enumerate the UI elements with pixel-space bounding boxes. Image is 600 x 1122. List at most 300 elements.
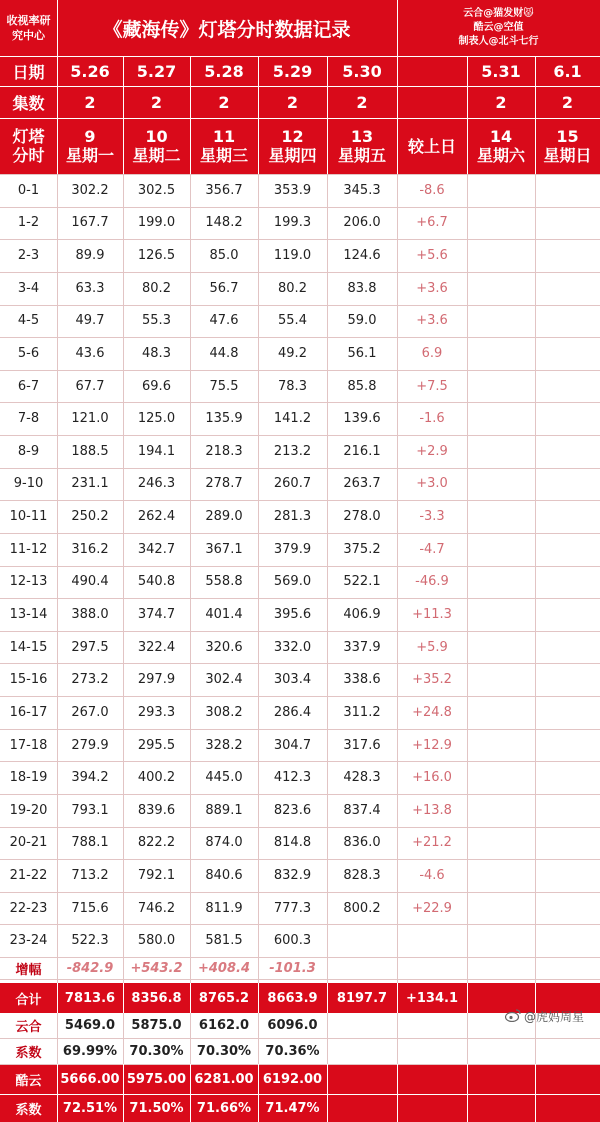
time-slot: 2-3 [17, 248, 40, 264]
header-col-separator [57, 56, 58, 174]
date-header: 5.30 [342, 61, 382, 81]
hourly-value: 55.3 [142, 313, 171, 329]
total-label: 合计 [15, 992, 42, 1008]
time-slot: 10-11 [9, 509, 48, 525]
hourly-value: 375.2 [343, 541, 381, 557]
hourly-value: 206.0 [343, 215, 381, 231]
org-line-2: 究中心 [12, 29, 45, 42]
day-over-day-diff: -4.7 [419, 541, 445, 557]
time-slot: 7-8 [17, 411, 40, 427]
yunhe_coef-value: 70.36% [265, 1043, 320, 1059]
time-slot: 8-9 [17, 443, 40, 459]
day-number: 14 [489, 127, 513, 146]
hourly-value: 69.6 [142, 378, 171, 394]
hourly-value: 839.6 [137, 802, 176, 818]
hourly-value: 85.0 [209, 248, 239, 264]
weekday: 星期二 [132, 146, 181, 165]
col-separator [190, 983, 191, 1013]
col-gridline [57, 174, 58, 983]
hourly-value: 569.0 [273, 574, 312, 590]
hourly-value: 412.3 [273, 770, 312, 786]
hourly-value: 889.1 [205, 802, 243, 818]
hourly-value: 260.7 [273, 476, 312, 492]
yunhe_coef-label: 系数 [15, 1045, 42, 1061]
day-number: 较上日 [407, 136, 456, 156]
row-gridline [0, 892, 600, 893]
weekday: 星期五 [337, 146, 386, 165]
row-gridline [0, 598, 600, 599]
hourly-value: 279.9 [71, 737, 109, 753]
yunhe-value: 6162.0 [198, 1018, 250, 1034]
yunhe_coef-value: 70.30% [129, 1043, 184, 1059]
hourly-value: 267.0 [71, 704, 109, 720]
hourly-value: 63.3 [75, 280, 105, 296]
row-gridline [0, 500, 600, 501]
day-number: 15 [556, 127, 579, 146]
day-over-day-diff: +7.5 [416, 378, 448, 394]
col-gridline [327, 1013, 328, 1064]
row-gridline [0, 370, 600, 371]
col-separator [258, 1064, 259, 1122]
hourly-value: 286.4 [273, 704, 312, 720]
kuyun_coef-value: 72.51% [57, 1094, 123, 1122]
episode-count: 2 [495, 92, 507, 112]
row-gridline [0, 1038, 600, 1039]
hourly-value: 540.8 [137, 574, 176, 590]
row-gridline [0, 533, 600, 534]
hourly-value: 332.0 [273, 639, 312, 655]
day-over-day-diff: -4.6 [419, 868, 445, 884]
time-slot: 3-4 [17, 280, 40, 296]
hourly-value: 231.1 [71, 476, 109, 492]
row-gridline [0, 979, 600, 980]
hourly-value: 600.3 [273, 933, 312, 949]
day-over-day-diff: +11.3 [412, 607, 452, 622]
slot-label-line-2: 分时 [12, 146, 45, 165]
row-gridline [0, 761, 600, 762]
col-separator [397, 1064, 398, 1122]
day-header [327, 118, 397, 174]
day-over-day-diff: +3.0 [416, 476, 448, 492]
hourly-value: 262.4 [137, 509, 176, 525]
header-col-separator [327, 56, 328, 174]
episode-count [397, 86, 467, 118]
day-header [258, 118, 327, 174]
kuyun_coef-label: 系数 [0, 1094, 57, 1122]
col-gridline [190, 174, 191, 983]
hourly-value: 148.2 [205, 215, 243, 231]
kuyun-value: 6192.00 [258, 1064, 327, 1094]
day-over-day-diff: +6.7 [416, 215, 448, 231]
hourly-value: 793.1 [71, 802, 109, 818]
episode-label: 集数 [12, 93, 45, 113]
hourly-value: 822.2 [137, 835, 176, 851]
hourly-value: 345.3 [343, 182, 381, 198]
episode-count: 2 [561, 92, 574, 112]
date-header: 5.29 [272, 61, 313, 81]
hourly-value: 75.5 [209, 378, 239, 394]
col-gridline [190, 1013, 191, 1064]
hourly-value: 167.7 [71, 215, 109, 231]
hourly-value: 874.0 [205, 835, 243, 851]
hourly-value: 840.6 [205, 868, 243, 884]
col-gridline [397, 1013, 398, 1064]
hourly-value: 400.2 [137, 770, 176, 786]
header-col-separator [397, 56, 398, 174]
hourly-value: 250.2 [71, 509, 109, 525]
hourly-value: 126.5 [137, 248, 176, 264]
hourly-value: 788.1 [71, 835, 109, 851]
hourly-value: 792.1 [137, 868, 176, 884]
hourly-value: 337.9 [343, 639, 381, 655]
hourly-value: 289.0 [205, 509, 243, 525]
header-col-separator [258, 56, 259, 174]
hourly-value: 59.0 [347, 313, 377, 329]
col-separator [190, 1064, 191, 1122]
hourly-value: 406.9 [343, 607, 381, 622]
time-slot: 21-22 [9, 868, 48, 884]
org-label [0, 0, 57, 56]
col-gridline [258, 1013, 259, 1064]
hourly-value: 213.2 [273, 443, 312, 459]
day-number: 13 [350, 127, 374, 146]
day-over-day-diff: +24.8 [412, 704, 452, 720]
weekday: 星期日 [543, 146, 592, 165]
episode-count: 2 [356, 92, 368, 112]
col-gridline [123, 174, 124, 983]
credits [397, 0, 600, 56]
day-over-day-diff: +21.2 [412, 835, 452, 851]
row-gridline [0, 337, 600, 338]
row-separator [0, 1094, 600, 1095]
increase-value: -101.3 [269, 960, 316, 976]
hourly-value: 199.3 [273, 215, 312, 231]
hourly-value: 401.4 [205, 607, 243, 622]
hourly-value: 379.9 [273, 541, 312, 557]
col-separator [123, 983, 124, 1013]
hourly-value: 56.7 [209, 280, 239, 296]
day-over-day-diff: +35.2 [412, 672, 452, 688]
row-gridline [0, 402, 600, 403]
col-gridline [467, 174, 468, 983]
hourly-value: 800.2 [343, 900, 381, 916]
header-separator [0, 56, 600, 57]
hourly-value: 293.3 [137, 704, 176, 720]
hourly-value: 125.0 [137, 411, 176, 427]
weekday: 星期六 [476, 146, 525, 165]
col-separator [327, 1064, 328, 1122]
yunhe-label: 云合 [15, 1020, 42, 1036]
row-gridline [0, 207, 600, 208]
hourly-value: 338.6 [343, 672, 381, 688]
hourly-value: 67.7 [75, 378, 105, 394]
weekday: 星期一 [65, 146, 114, 165]
time-slot: 0-1 [17, 182, 40, 198]
episode-count: 2 [286, 92, 299, 112]
hourly-value: 374.7 [137, 607, 176, 622]
time-slot: 19-20 [9, 802, 48, 818]
col-separator [57, 1064, 58, 1122]
row-gridline [0, 957, 600, 958]
day-number: 12 [281, 127, 304, 146]
hourly-value: 353.9 [273, 182, 312, 198]
kuyun-value: 5666.00 [57, 1064, 123, 1094]
hourly-value: 139.6 [343, 411, 381, 427]
col-gridline [327, 174, 328, 983]
hourly-value: 558.8 [205, 574, 243, 590]
day-over-day-diff: +5.9 [416, 639, 448, 655]
time-slot: 9-10 [13, 476, 44, 492]
hourly-value: 356.7 [205, 182, 243, 198]
hourly-value: 141.2 [273, 411, 312, 427]
day-over-day-diff: +22.9 [412, 900, 452, 916]
weibo-watermark [505, 1008, 584, 1025]
hourly-value: 715.6 [71, 900, 109, 916]
hourly-value: 47.6 [209, 313, 239, 329]
day-over-day-diff: -8.6 [419, 182, 445, 198]
episode-count: 2 [218, 92, 230, 112]
hourly-value: 814.8 [273, 835, 312, 851]
hourly-value: 56.1 [347, 345, 377, 361]
hourly-value: 581.5 [205, 933, 243, 949]
kuyun_coef-value: 71.66% [190, 1094, 258, 1122]
day-over-day-diff: +16.0 [412, 770, 452, 786]
total-value: 8197.7 [336, 990, 388, 1006]
col-gridline [57, 1013, 58, 1064]
hourly-value [327, 924, 397, 957]
episode-count: 2 [84, 92, 96, 112]
hourly-value: 746.2 [137, 900, 176, 916]
hourly-value: 713.2 [71, 868, 109, 884]
hourly-value: 246.3 [137, 476, 176, 492]
slot-label-line-1: 灯塔 [12, 127, 45, 146]
hourly-value: 80.2 [278, 280, 307, 296]
hourly-value: 832.9 [273, 868, 312, 884]
day-header [467, 118, 535, 174]
hourly-value: 836.0 [343, 835, 381, 851]
hourly-value: 194.1 [137, 443, 176, 459]
slot-label [0, 118, 57, 174]
total-value: 8765.2 [198, 990, 250, 1006]
row-gridline [0, 924, 600, 925]
header-separator [0, 118, 600, 119]
day-number: 9 [84, 127, 96, 146]
header-col-separator [467, 56, 468, 174]
hourly-value: 367.1 [205, 541, 243, 557]
time-slot: 17-18 [9, 737, 48, 753]
time-slot: 23-24 [9, 933, 48, 949]
hourly-value: 216.1 [343, 443, 381, 459]
hourly-value: 49.7 [75, 313, 105, 329]
time-slot: 13-14 [9, 607, 48, 622]
hourly-value: 302.5 [137, 182, 176, 198]
title-separator [57, 0, 58, 56]
hourly-value: 124.6 [343, 248, 381, 264]
weekday: 星期四 [268, 146, 317, 165]
hourly-value: 281.3 [273, 509, 312, 525]
hourly-value: 273.2 [71, 672, 109, 688]
kuyun-value: 6281.00 [190, 1064, 258, 1094]
increase-value: +543.2 [130, 960, 183, 976]
title-separator [397, 0, 398, 56]
hourly-value: 490.4 [71, 574, 109, 590]
time-slot: 22-23 [9, 900, 48, 916]
hourly-value: 777.3 [273, 900, 312, 916]
kuyun_coef-value: 71.47% [258, 1094, 327, 1122]
row-gridline [0, 272, 600, 273]
row-gridline [0, 663, 600, 664]
row-gridline [0, 1064, 600, 1065]
hourly-value: 342.7 [137, 541, 176, 557]
hourly-value: 83.8 [347, 280, 377, 296]
day-over-day-diff: -3.3 [419, 509, 445, 525]
hourly-value: 85.8 [347, 378, 377, 394]
hourly-value: 328.2 [205, 737, 243, 753]
col-separator [258, 983, 259, 1013]
date-header: 5.27 [136, 61, 177, 81]
kuyun-label: 酷云 [0, 1064, 57, 1094]
increase-label: 增幅 [15, 962, 42, 978]
org-line-1: 收视率研 [6, 14, 51, 27]
hourly-value: 394.2 [71, 770, 109, 786]
col-gridline [535, 174, 536, 983]
hourly-value: 322.4 [137, 639, 176, 655]
hourly-value: 295.5 [137, 737, 176, 753]
day-over-day-diff: -1.6 [419, 411, 445, 427]
kuyun_coef-value: 71.50% [123, 1094, 190, 1122]
yunhe_coef-value: 69.99% [62, 1043, 118, 1059]
hourly-value: 308.2 [205, 704, 243, 720]
episode-count: 2 [150, 92, 163, 112]
hourly-value: 303.4 [273, 672, 312, 688]
hourly-value: 304.7 [273, 737, 312, 753]
hourly-value: 135.9 [205, 411, 243, 427]
row-gridline [0, 729, 600, 730]
col-separator [467, 983, 468, 1013]
col-gridline [397, 174, 398, 983]
total-value: 8663.9 [267, 990, 318, 1006]
page-title: 《藏海传》灯塔分时数据记录 [103, 18, 351, 41]
yunhe-value: 6096.0 [267, 1018, 318, 1034]
row-gridline [0, 566, 600, 567]
row-gridline [0, 305, 600, 306]
hourly-value: 48.3 [142, 345, 171, 361]
time-slot: 4-5 [17, 313, 40, 329]
day-over-day-diff: +12.9 [412, 737, 452, 753]
hourly-value: 316.2 [71, 541, 109, 557]
time-slot: 20-21 [9, 835, 48, 851]
hourly-value: 395.6 [273, 607, 312, 622]
watermark-text: @虎妈周星 [524, 1010, 585, 1024]
col-separator [397, 983, 398, 1013]
row-gridline [0, 239, 600, 240]
hourly-value: 522.3 [71, 933, 109, 949]
hourly-value: 302.4 [205, 672, 243, 688]
col-gridline [258, 174, 259, 983]
hourly-value: 49.2 [278, 345, 307, 361]
time-slot: 18-19 [9, 770, 48, 786]
time-slot: 12-13 [9, 574, 48, 590]
day-header [190, 118, 258, 174]
time-slot: 16-17 [9, 704, 48, 720]
day-over-day-diff: +3.6 [416, 280, 448, 296]
col-separator [327, 983, 328, 1013]
day-over-day-diff: 6.9 [421, 345, 443, 361]
hourly-value: 188.5 [71, 443, 109, 459]
col-separator [535, 1064, 536, 1122]
row-gridline [0, 696, 600, 697]
hourly-value: 278.0 [343, 509, 381, 525]
hourly-value: 580.0 [137, 933, 176, 949]
hourly-value: 78.3 [278, 378, 307, 394]
hourly-value: 428.3 [343, 770, 381, 786]
hourly-value: 199.0 [137, 215, 176, 231]
hourly-value: 297.5 [71, 639, 109, 655]
date-label: 日期 [12, 62, 45, 82]
time-slot: 1-2 [17, 215, 40, 231]
row-gridline [0, 468, 600, 469]
day-over-day-diff: +2.9 [416, 443, 448, 459]
day-number: 10 [145, 127, 168, 146]
date-header: 6.1 [553, 61, 582, 81]
time-slot: 6-7 [17, 378, 40, 394]
hourly-value: 837.4 [343, 802, 381, 818]
hourly-value: 388.0 [71, 607, 109, 622]
hourly-value: 278.7 [205, 476, 243, 492]
hourly-value: 823.6 [273, 802, 312, 818]
total-diff: +134.1 [405, 990, 458, 1006]
hourly-value: 263.7 [343, 476, 381, 492]
hourly-value: 218.3 [205, 443, 243, 459]
hourly-value: 302.2 [71, 182, 109, 198]
day-number: 11 [212, 127, 236, 146]
row-gridline [0, 435, 600, 436]
total-value: 8356.8 [131, 990, 182, 1006]
yunhe_coef-value: 70.30% [196, 1043, 252, 1059]
header-col-separator [190, 56, 191, 174]
row-gridline [0, 631, 600, 632]
hourly-value: 297.9 [137, 672, 176, 688]
day-over-day-diff: -46.9 [415, 574, 449, 590]
hourly-value: 445.0 [205, 770, 243, 786]
yunhe-value: 5469.0 [64, 1018, 116, 1034]
day-header [123, 118, 190, 174]
row-gridline [0, 794, 600, 795]
day-header [57, 118, 123, 174]
hourly-value: 317.6 [343, 737, 381, 753]
hourly-value: 80.2 [142, 280, 171, 296]
time-slot: 5-6 [17, 345, 40, 361]
day-header [535, 118, 600, 174]
header-separator [0, 86, 600, 87]
hourly-value: 44.8 [209, 345, 239, 361]
col-separator [123, 1064, 124, 1122]
time-slot: 15-16 [9, 672, 48, 688]
header-col-separator [535, 56, 536, 174]
row-gridline [0, 827, 600, 828]
day-over-day-diff [397, 924, 467, 957]
total-value: 7813.6 [64, 990, 116, 1006]
increase-value: -842.9 [66, 960, 114, 976]
hourly-value: 43.6 [75, 345, 105, 361]
header-col-separator [123, 56, 124, 174]
col-gridline [467, 1013, 468, 1064]
col-separator [57, 983, 58, 1013]
time-slot: 11-12 [9, 541, 48, 557]
credit-line-1: 云合@猫发财😾 [463, 8, 534, 19]
hourly-value: 828.3 [343, 868, 381, 884]
hourly-value: 121.0 [71, 411, 109, 427]
